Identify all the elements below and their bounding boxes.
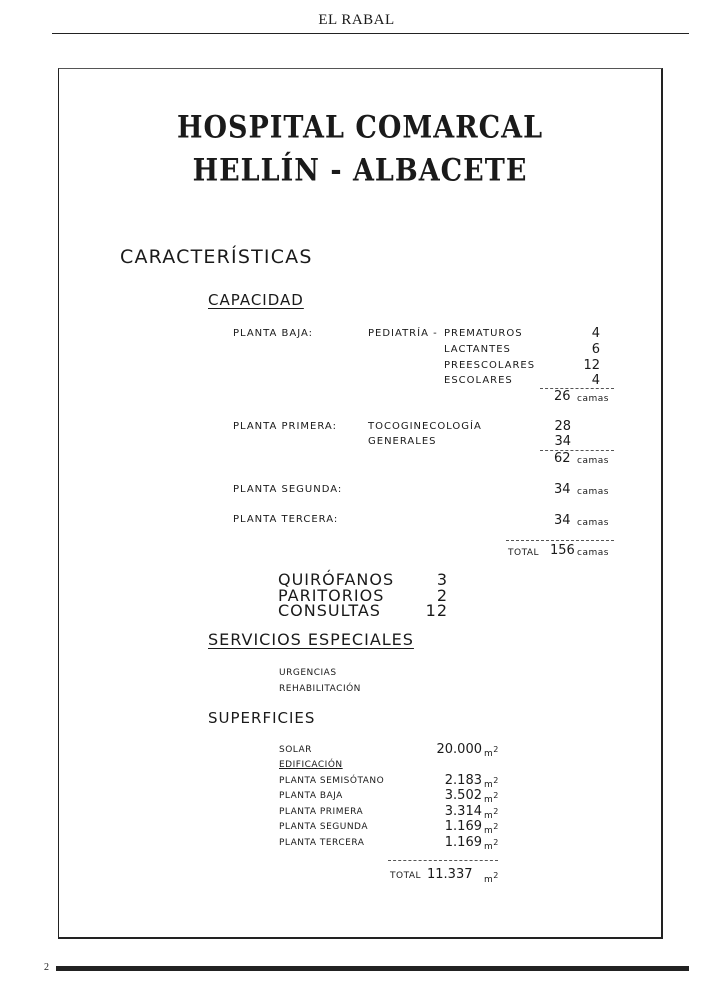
superficie-label: PLANTA PRIMERA — [279, 807, 364, 817]
total-label: TOTAL — [508, 548, 540, 558]
subtotal-rule — [540, 388, 614, 389]
superficie-label: PLANTA BAJA — [279, 791, 343, 801]
area-unit — [484, 822, 499, 836]
solar-value: 20.000 — [436, 742, 482, 757]
cap-item-name: PREMATUROS — [444, 328, 523, 339]
total-value: 156 — [550, 543, 575, 558]
area-unit — [484, 807, 499, 821]
planta-tercera-value: 34 — [554, 513, 571, 528]
room-value: 3 — [436, 570, 448, 589]
superficie-label: PLANTA SEMISÓTANO — [279, 776, 385, 786]
section-caracteristicas: CARACTERÍSTICAS — [120, 246, 313, 268]
superficie-total-label: TOTAL — [390, 871, 422, 881]
room-name: CONSULTAS — [278, 601, 381, 620]
title-line-2: HELLÍN - ALBACETE — [192, 152, 528, 189]
superficie-total-value: 11.337 — [427, 867, 473, 882]
area-unit — [484, 791, 499, 805]
superficie-label: PLANTA SEGUNDA — [279, 822, 368, 832]
cap-item-value: 28 — [554, 419, 571, 434]
area-unit-base: m — [484, 826, 494, 836]
cap-item-value: 34 — [554, 434, 571, 449]
subtotal-value: 62 — [554, 451, 571, 466]
room-name: QUIRÓFANOS — [278, 570, 395, 589]
area-unit-base: m — [484, 811, 494, 821]
servicio-item: REHABILITACIÓN — [279, 684, 361, 694]
area-unit-exp: 2 — [493, 776, 499, 785]
footer-rule — [56, 966, 689, 971]
superficie-value: 2.183 — [444, 773, 482, 788]
section-capacidad: CAPACIDAD — [208, 291, 304, 309]
planta-segunda-unit: camas — [577, 487, 609, 497]
planta-segunda-label: PLANTA SEGUNDA: — [233, 484, 343, 495]
subtotal-value: 26 — [554, 389, 571, 404]
superficie-total-rule — [388, 860, 498, 861]
cap-item-value: 4 — [591, 373, 600, 388]
pediatria-label: PEDIATRÍA - — [368, 328, 438, 339]
superficie-label: PLANTA TERCERA — [279, 838, 365, 848]
area-unit-base: m — [484, 795, 494, 805]
planta-tercera-unit: camas — [577, 518, 609, 528]
edificacion-label: EDIFICACIÓN — [279, 760, 343, 770]
room-value: 2 — [436, 586, 448, 605]
area-unit-base: m — [484, 842, 494, 852]
total-rule — [506, 540, 614, 541]
cap-item-value: 12 — [583, 358, 600, 373]
area-unit-exp: 2 — [493, 838, 499, 847]
planta-baja-label: PLANTA BAJA: — [233, 328, 314, 339]
planta-primera-label: PLANTA PRIMERA: — [233, 421, 337, 432]
section-servicios: SERVICIOS ESPECIALES — [208, 630, 414, 649]
area-unit-exp: 2 — [493, 745, 499, 754]
area-unit — [484, 745, 499, 759]
area-unit-exp: 2 — [493, 791, 499, 800]
planta-segunda-value: 34 — [554, 482, 571, 497]
superficie-value: 3.502 — [444, 788, 482, 803]
area-unit-base: m — [484, 875, 494, 885]
room-name: PARITORIOS — [278, 586, 385, 605]
subtotal-unit: camas — [577, 394, 609, 404]
superficie-value: 1.169 — [444, 835, 482, 850]
area-unit — [484, 776, 499, 790]
area-unit-base: m — [484, 749, 494, 759]
area-unit-base: m — [484, 780, 494, 790]
cap-item-name: PREESCOLARES — [444, 360, 536, 371]
area-unit-exp: 2 — [493, 807, 499, 816]
cap-item-name: GENERALES — [368, 436, 437, 447]
area-unit-exp: 2 — [493, 822, 499, 831]
header-rule — [52, 33, 689, 34]
superficie-value: 3.314 — [444, 804, 482, 819]
area-unit — [484, 871, 499, 885]
superficie-value: 1.169 — [444, 819, 482, 834]
room-value: 12 — [425, 601, 448, 620]
page-number: 2 — [44, 962, 49, 973]
total-unit: camas — [577, 548, 609, 558]
servicio-item: URGENCIAS — [279, 668, 337, 678]
cap-item-name: LACTANTES — [444, 344, 511, 355]
subtotal-rule — [540, 450, 614, 451]
subtotal-unit: camas — [577, 456, 609, 466]
planta-tercera-label: PLANTA TERCERA: — [233, 514, 339, 525]
cap-item-name: TOCOGINECOLOGÍA — [368, 421, 482, 432]
running-header: EL RABAL — [318, 12, 395, 28]
cap-item-name: ESCOLARES — [444, 375, 513, 386]
cap-item-value: 4 — [591, 326, 600, 341]
area-unit-exp: 2 — [493, 871, 499, 880]
solar-label: SOLAR — [279, 745, 312, 755]
section-superficies: SUPERFICIES — [208, 709, 316, 727]
cap-item-value: 6 — [591, 342, 600, 357]
title-line-1: HOSPITAL COMARCAL — [176, 109, 544, 146]
area-unit — [484, 838, 499, 852]
